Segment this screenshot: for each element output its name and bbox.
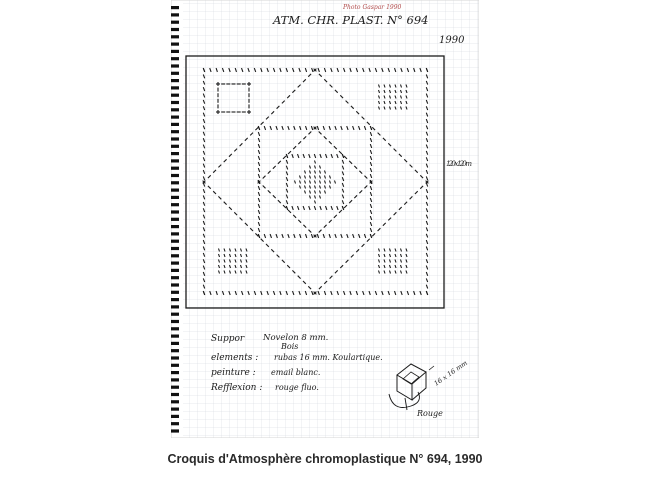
note-reflexion-label: Refflexion : <box>211 383 263 393</box>
sketch-year: 1990 <box>439 35 465 46</box>
sketch-dimensions: 120 x 120 m <box>446 160 472 168</box>
detail-size: 16 x 16 mm <box>432 358 469 388</box>
note-support-value: Novelon 8 mm. <box>263 333 329 343</box>
note-support-value-2: Bois <box>281 342 299 351</box>
image-caption: Croquis d'Atmosphère chromoplastique N° 694, 1990 <box>167 452 483 466</box>
photo-note: Photo Gaspar 1990 <box>343 4 402 11</box>
note-reflexion-value: rouge fluo. <box>275 383 319 392</box>
note-paint-label: peinture : <box>211 368 256 378</box>
note-support-label: Suppor <box>211 334 245 344</box>
detail-label: Rouge <box>417 409 443 418</box>
sketch-title-code: ATM. CHR. PLAST. N° 694 <box>273 13 429 27</box>
note-elements-value: rubas 16 mm. Koulartique. <box>274 353 383 362</box>
note-paint-value: email blanc. <box>271 368 321 377</box>
note-elements-label: elements : <box>211 353 259 363</box>
sketch-sheet <box>171 0 479 438</box>
